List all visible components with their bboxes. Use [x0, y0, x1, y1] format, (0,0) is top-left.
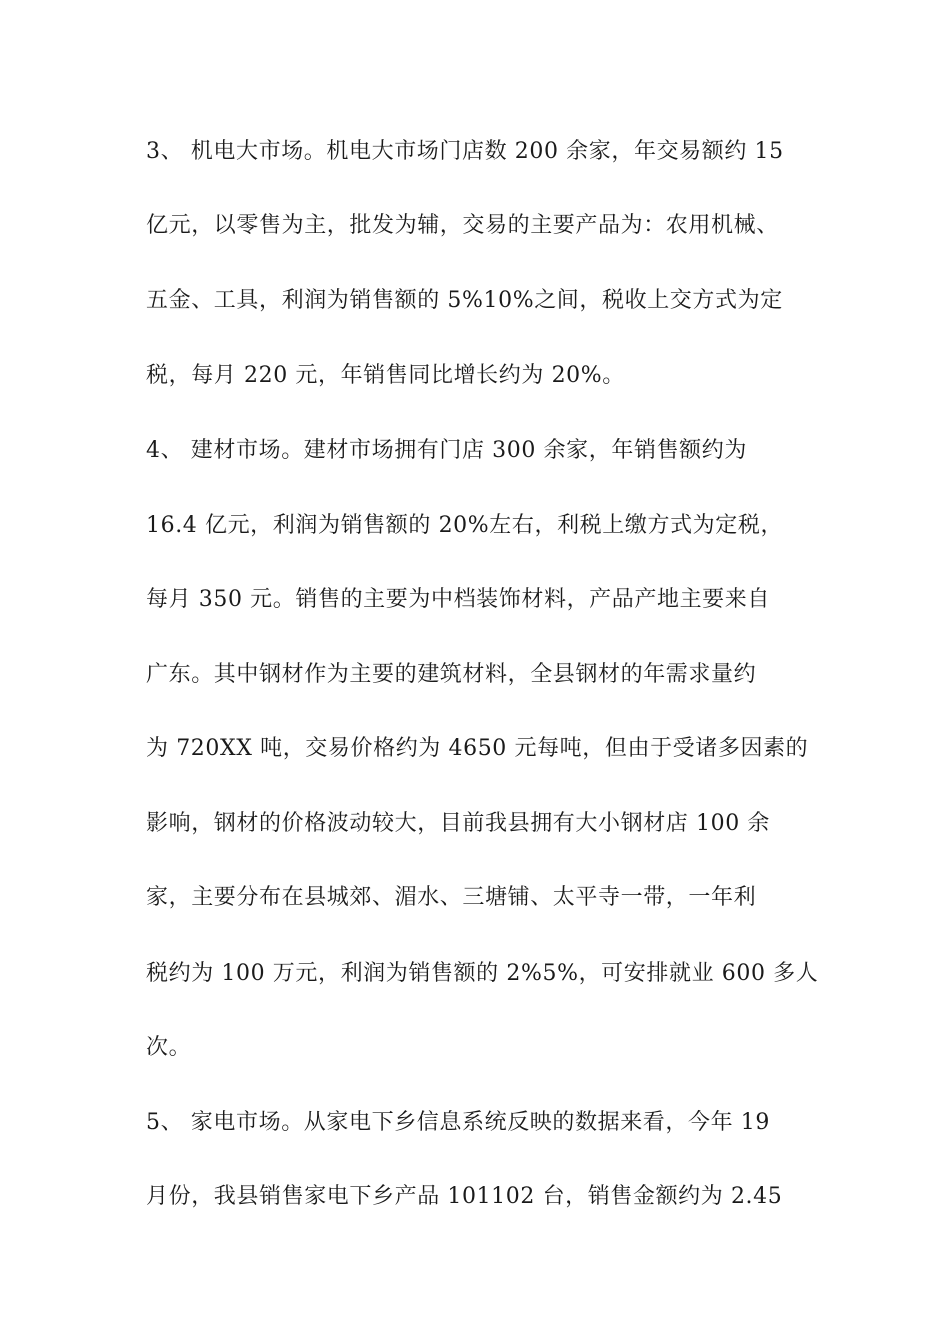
text-line-7: 每月 350 元。销售的主要为中档装饰材料，产品产地主要来自 — [146, 587, 770, 612]
text-line-5: 4、 建材市场。建材市场拥有门店 300 余家，年销售额约为 — [146, 438, 747, 463]
text-line-8: 广东。其中钢材作为主要的建筑材料，全县钢材的年需求量约 — [146, 662, 757, 687]
text-line-3: 五金、工具，利润为销售额的 5%10%之间，税收上交方式为定 — [146, 288, 783, 313]
text-line-4: 税，每月 220 元，年销售同比增长约为 20%。 — [146, 363, 625, 388]
text-line-12: 税约为 100 万元，利润为销售额的 2%5%，可安排就业 600 多人 — [146, 961, 819, 986]
text-line-15: 月份，我县销售家电下乡产品 101102 台，销售金额约为 2.45 — [146, 1184, 783, 1209]
text-line-10: 影响，钢材的价格波动较大，目前我县拥有大小钢材店 100 余 — [146, 811, 770, 836]
text-line-2: 亿元，以零售为主，批发为辅，交易的主要产品为：农用机械、 — [146, 213, 779, 238]
text-line-11: 家，主要分布在县城郊、湄水、三塘铺、太平寺一带，一年利 — [146, 885, 757, 910]
text-line-1: 3、 机电大市场。机电大市场门店数 200 余家，年交易额约 15 — [146, 139, 784, 164]
text-line-6: 16.4 亿元，利润为销售额的 20%左右，利税上缴方式为定税， — [146, 513, 784, 538]
text-line-9: 为 720XX 吨，交易价格约为 4650 元每吨，但由于受诸多因素的 — [146, 736, 809, 761]
text-line-13: 次。 — [146, 1035, 192, 1060]
text-line-14: 5、 家电市场。从家电下乡信息系统反映的数据来看，今年 19 — [146, 1110, 770, 1135]
